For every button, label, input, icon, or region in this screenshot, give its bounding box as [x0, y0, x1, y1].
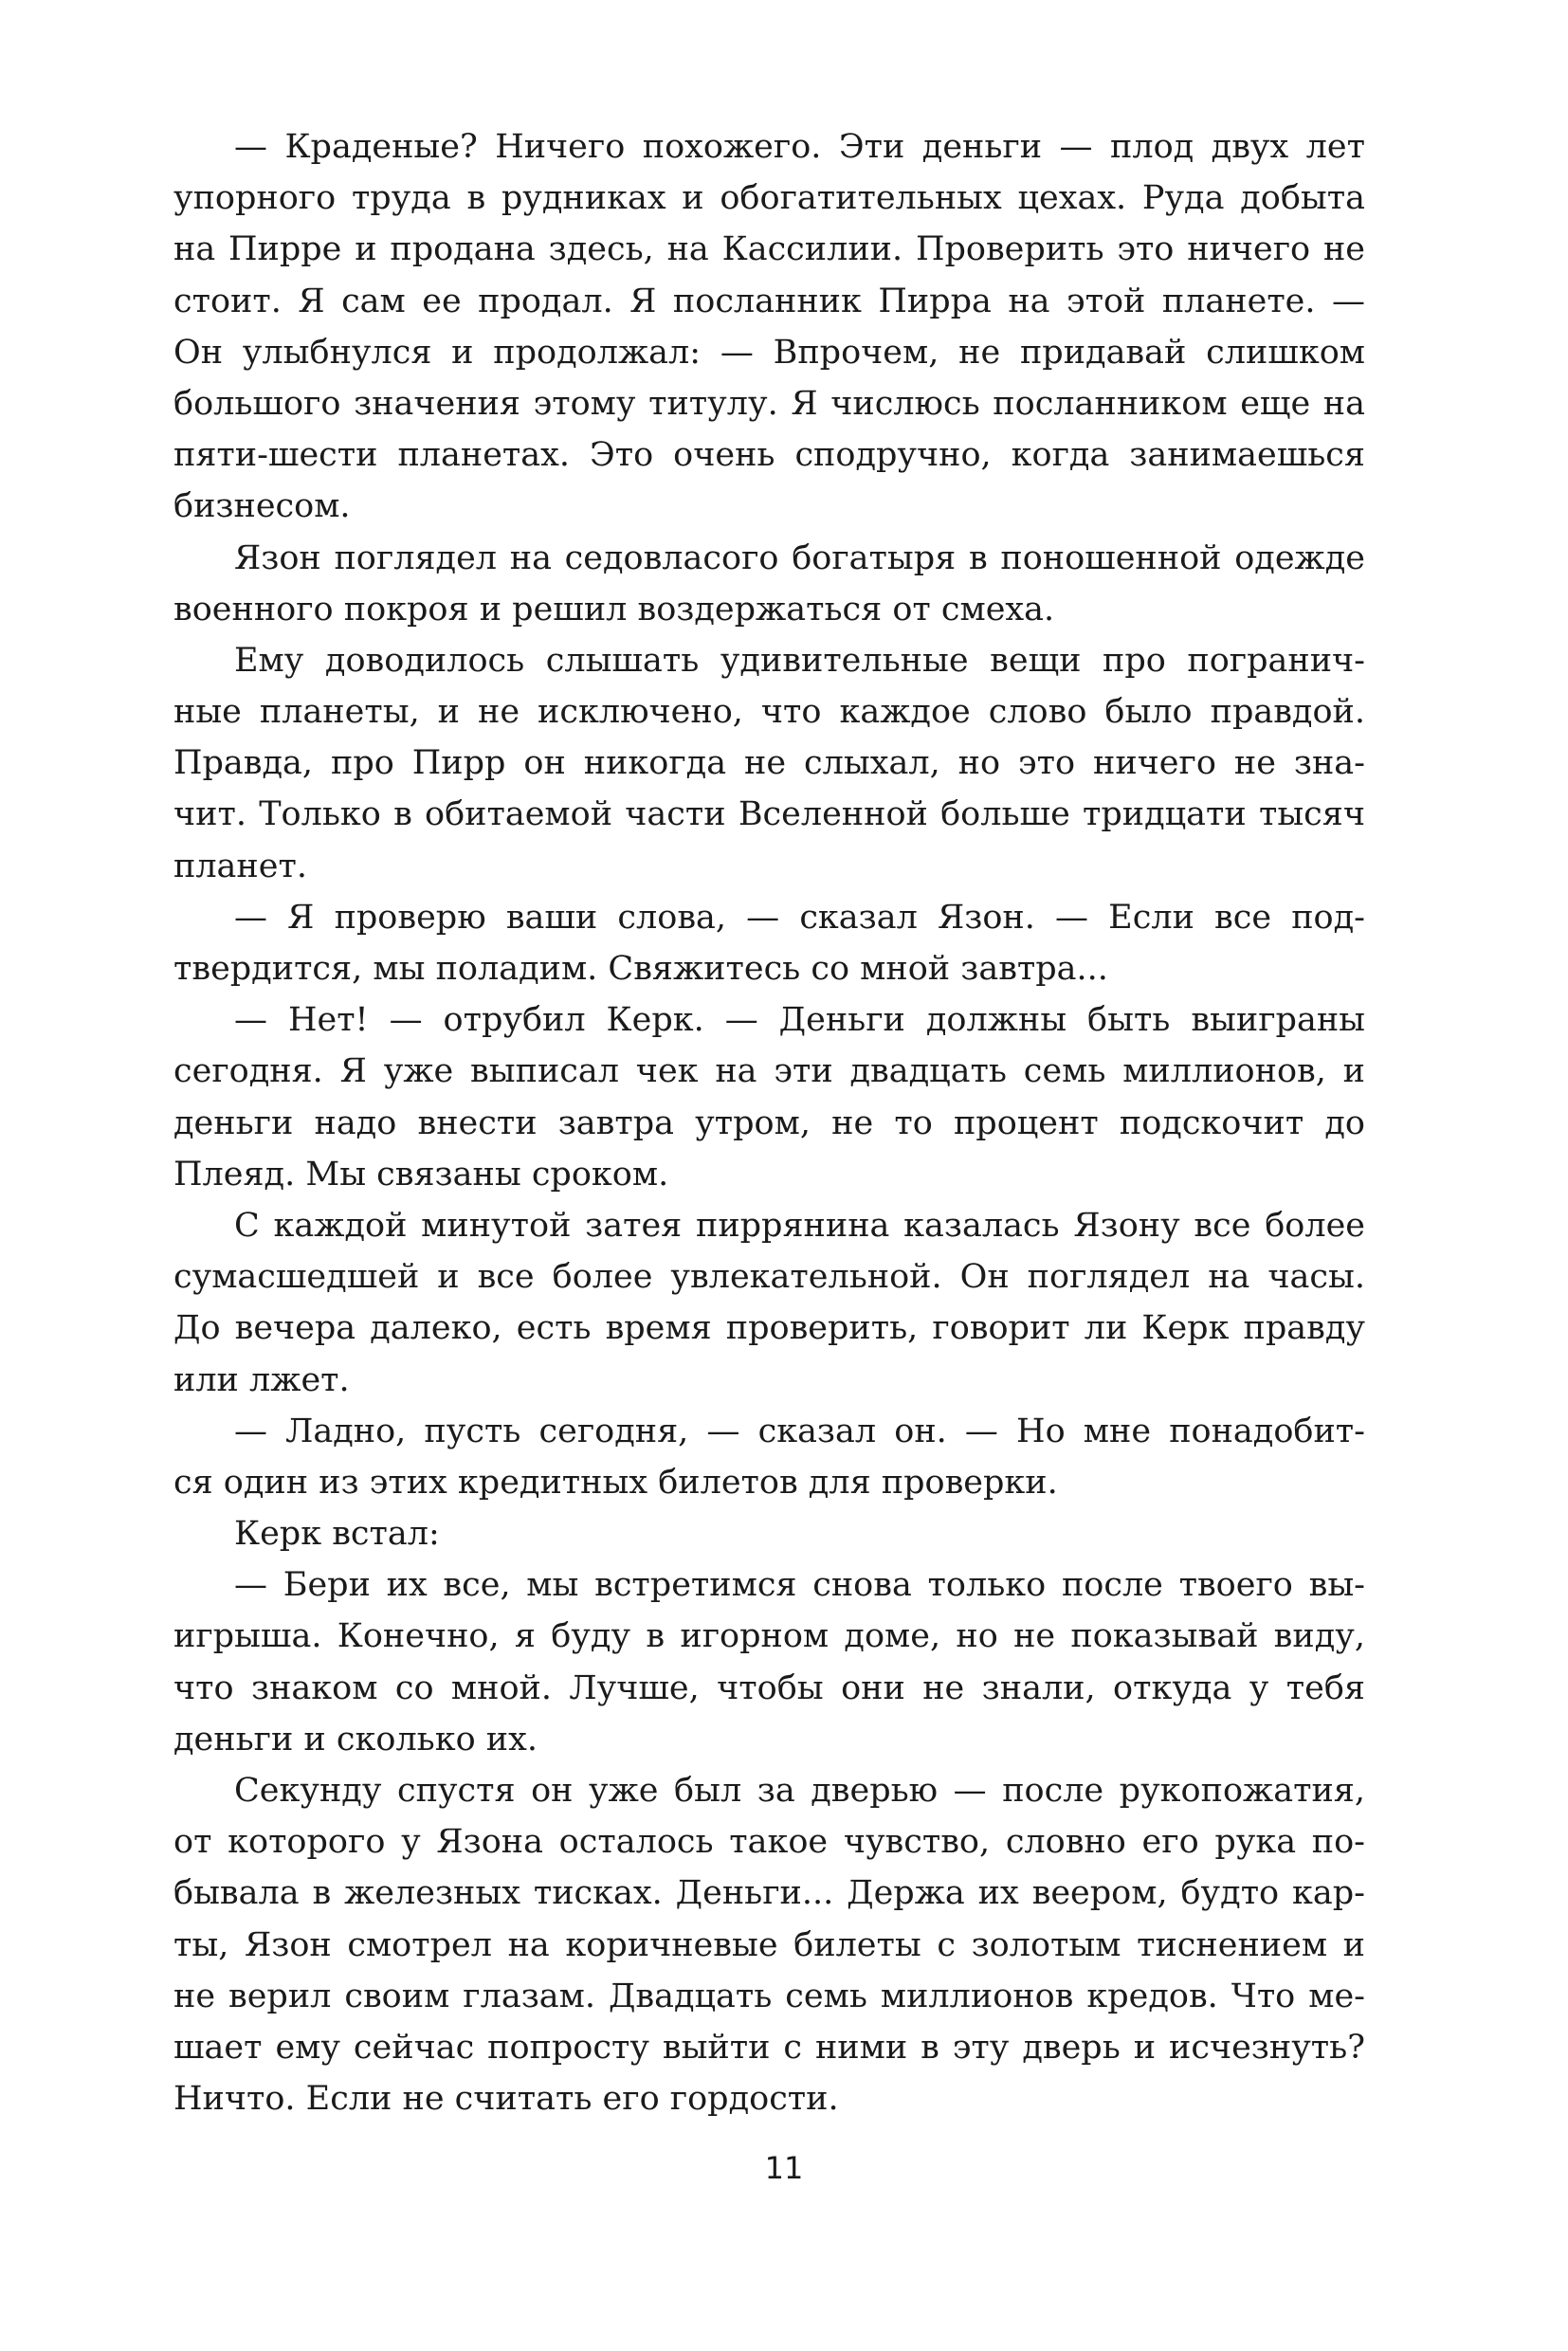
text-line: Секунду спустя он уже был за дверью — после рукопожатия,: [234, 1772, 1365, 1810]
page-number: 11: [764, 2150, 804, 2186]
text-line: сегодня. Я уже выписал чек на эти двадцать семь миллионов, и: [173, 1052, 1365, 1091]
text-line: стоит. Я сам ее продал. Я посланник Пирра на этой планете. —: [173, 282, 1365, 320]
text-line: твердится, мы поладим. Свяжитесь со мной завтра...: [173, 950, 1108, 988]
text-line: Плеяд. Мы связаны сроком.: [173, 1155, 669, 1194]
text-line: ты, Язон смотрел на коричневые билеты с золотым тиснением и: [173, 1925, 1365, 1964]
text-line: военного покроя и решил воздержаться от смеха.: [173, 590, 1055, 629]
text-line: деньги и сколько их.: [173, 1720, 538, 1759]
text-line: бизнесом.: [173, 487, 351, 526]
text-line: ся один из этих кредитных билетов для проверки.: [173, 1463, 1058, 1502]
text-line: пяти-шести планетах. Это очень сподручно, когда занимаешься: [173, 436, 1365, 475]
text-line: Ничто. Если не считать его гордости.: [173, 2080, 839, 2119]
text-line: упорного труда в рудниках и обогатительных цехах. Руда добыта: [173, 179, 1365, 218]
text-line: бывала в железных тисках. Деньги... Держа их веером, будто кар-: [173, 1874, 1365, 1913]
text-line: Он улыбнулся и продолжал: — Впрочем, не придавай слишком: [173, 333, 1365, 372]
text-line: что знаком со мной. Лучше, чтобы они не знали, откуда у тебя: [173, 1668, 1365, 1707]
text-line: — Бери их все, мы встретимся снова только после твоего вы-: [234, 1566, 1365, 1605]
text-line: Ему доводилось слышать удивительные вещи про погранич-: [234, 641, 1365, 680]
text-line: чит. Только в обитаемой части Вселенной больше тридцати тысяч: [173, 795, 1365, 834]
text-line: ные планеты, и не исключено, что каждое слово было правдой.: [173, 693, 1365, 732]
text-line: не верил своим глазам. Двадцать семь миллионов кредов. Что ме-: [173, 1977, 1365, 2015]
text-line: шает ему сейчас попросту выйти с ними в эту дверь и исчезнуть?: [173, 2028, 1365, 2067]
text-line: — Краденые? Ничего похожего. Эти деньги — плод двух лет: [234, 128, 1365, 166]
text-line: игрыша. Конечно, я буду в игорном доме, но не показывай виду,: [173, 1617, 1365, 1656]
text-line: — Ладно, пусть сегодня, — сказал он. — Но мне понадобит-: [234, 1412, 1365, 1450]
text-line: Керк встал:: [234, 1515, 440, 1554]
text-line: — Я проверю ваши слова, — сказал Язон. — Если все под-: [234, 898, 1365, 937]
body-text: [173, 121, 1365, 2124]
text-line: С каждой минутой затея пиррянина казалась Язону все более: [234, 1206, 1365, 1245]
text-line: или лжет.: [173, 1360, 350, 1399]
text-line: Язон поглядел на седовласого богатыря в поношенной одежде: [234, 538, 1365, 577]
text-line: сумасшедшей и все более увлекательной. Он поглядел на часы.: [173, 1258, 1365, 1297]
text-line: деньги надо внести завтра утром, не то процент подскочит до: [173, 1103, 1365, 1142]
text-line: Правда, про Пирр он никогда не слыхал, но это ничего не зна-: [173, 744, 1365, 783]
text-line: от которого у Язона осталось такое чувство, словно его рука по-: [173, 1823, 1365, 1862]
text-line: планет.: [173, 847, 307, 885]
text-line: на Пирре и продана здесь, на Кассилии. Проверить это ничего не: [173, 230, 1365, 269]
text-line: — Нет! — отрубил Керк. — Деньги должны быть выиграны: [234, 1001, 1365, 1040]
text-line: До вечера далеко, есть время проверить, говорит ли Керк правду: [173, 1309, 1365, 1348]
text-line: большого значения этому титулу. Я числюсь посланником еще на: [173, 384, 1365, 423]
